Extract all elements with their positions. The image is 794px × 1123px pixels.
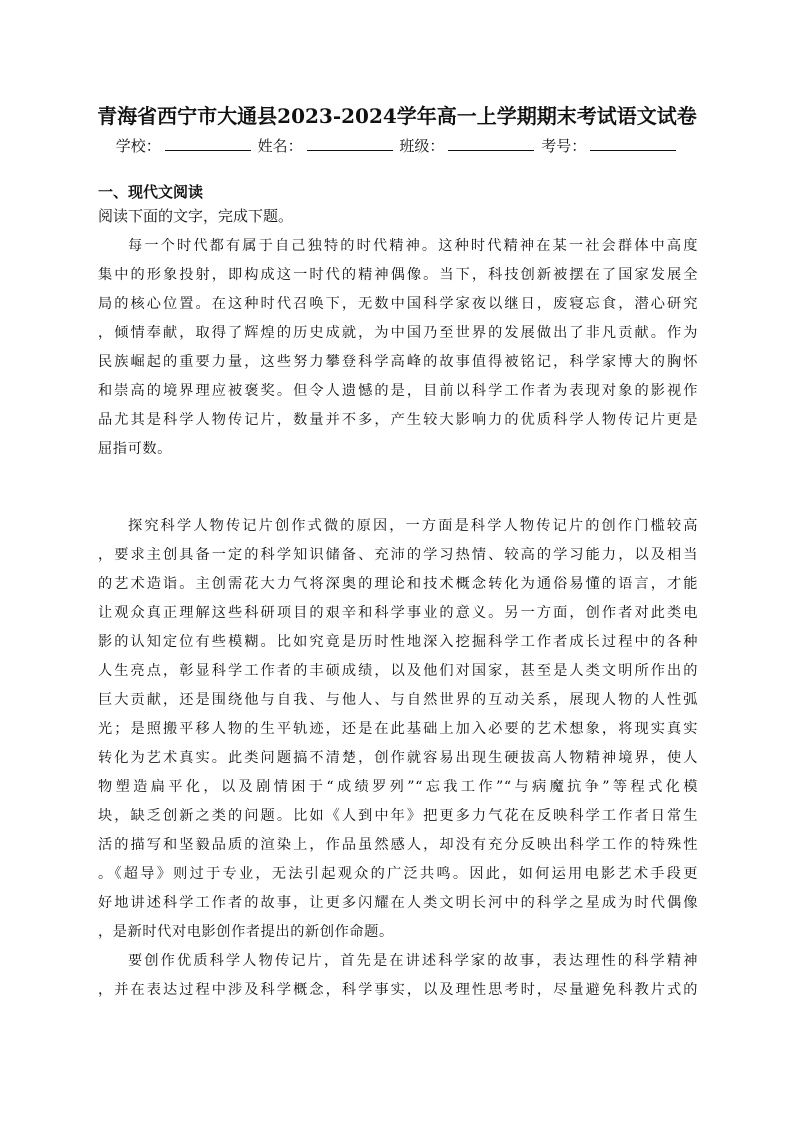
- exam-title: 青海省西宁市大通县2023-2024学年高一上学期期末考试语文试卷: [97, 104, 697, 128]
- text-line: 活的描写和坚毅品质的渲染上，作品虽然感人，却没有充分反映出科学工作的特殊性: [98, 837, 698, 853]
- text-line: 集中的形象投射，即构成这一时代的精神偶像。当下，科技创新被摆在了国家发展全: [98, 267, 698, 283]
- text-line: 让观众真正理解这些科研项目的艰辛和科学事业的意义。另一方面，创作者对此类电: [98, 605, 698, 621]
- text-line: ，要求主创具备一定的科学知识储备、充沛的学习热情、较高的学习能力，以及相当: [98, 547, 698, 563]
- section-heading: 一、现代文阅读: [98, 183, 204, 201]
- text-line: 光；是照搬平移人物的生平轨迹，还是在此基础上加入必要的艺术想象，将现实真实: [98, 721, 698, 737]
- paragraph-2: [98, 512, 698, 947]
- text-line: 影的认知定位有些模糊。比如究竟是历时性地深入挖掘科学工作者成长过程中的各种: [98, 634, 698, 650]
- name-label: 姓名：: [257, 137, 303, 155]
- text-line: 屈指可数。: [98, 441, 172, 457]
- text-line: 巨大贡献，还是围绕他与自我、与他人、与自然世界的互动关系，展现人物的人性弧: [98, 692, 698, 708]
- text-line: 和崇高的境界理应被褒奖。但令人遗憾的是，目前以科学工作者为表现对象的影视作: [98, 383, 698, 399]
- student-info-line: [0, 135, 794, 156]
- section-instruction: 阅读下面的文字，完成下题。: [98, 207, 294, 225]
- text-line: 。《超导》则过于专业，无法引起观众的广泛共鸣。因此，如何运用电影艺术手段更: [98, 866, 698, 882]
- text-line: ，并在表达过程中涉及科学概念，科学事实，以及理性思考时，尽量避免科教片式的: [98, 982, 698, 998]
- text-line: 品尤其是科学人物传记片，数量并不多，产生较大影响力的优质科学人物传记片更是: [98, 412, 698, 428]
- text-line: 局的核心位置。在这种时代召唤下，无数中国科学家夜以继日，废寝忘食，潜心研究: [98, 296, 698, 312]
- text-line: 民族崛起的重要力量，这些努力攀登科学高峰的故事值得被铭记，科学家博大的胸怀: [98, 354, 698, 370]
- text-line: ，倾情奉献，取得了辉煌的历史成就，为中国乃至世界的发展做出了非凡贡献。作为: [98, 325, 698, 341]
- text-line: 的艺术造诣。主创需花大力气将深奥的理论和技术概念转化为通俗易懂的语言，才能: [98, 576, 698, 592]
- class-blank[interactable]: [448, 138, 534, 151]
- text-line: 好地讲述科学工作者的故事，让更多闪耀在人类文明长河中的科学之星成为时代偶像: [98, 895, 698, 911]
- text-line: 每一个时代都有属于自己独特的时代精神。这种时代精神在某一社会群体中高度: [128, 238, 698, 254]
- name-blank[interactable]: [307, 138, 393, 151]
- text-line: 物塑造扁平化，以及剧情困于“成绩罗列”“忘我工作”“与病魔抗争”等程式化模: [98, 779, 698, 795]
- class-label: 班级：: [399, 137, 445, 155]
- text-line: 探究科学人物传记片创作式微的原因，一方面是科学人物传记片的创作门槛较高: [128, 518, 698, 534]
- text-line: 转化为艺术真实。此类问题搞不清楚，创作就容易出现生硬拔高人物精神境界，使人: [98, 750, 698, 766]
- text-line: ，是新时代对电影创作者提出的新创作命题。: [98, 924, 394, 940]
- exam-number-blank[interactable]: [590, 138, 676, 151]
- text-line: 要创作优质科学人物传记片，首先是在讲述科学家的故事，表达理性的科学精神: [128, 953, 698, 969]
- school-blank[interactable]: [165, 138, 251, 151]
- school-label: 学校：: [115, 137, 161, 155]
- paragraph-3: [98, 947, 698, 1005]
- text-line: 块，缺乏创新之类的问题。比如《人到中年》把更多力气花在反映科学工作者日常生: [98, 808, 698, 824]
- text-line: 人生亮点，彰显科学工作者的丰硕成绩，以及他们对国家，甚至是人类文明所作出的: [98, 663, 698, 679]
- exam-number-label: 考号：: [541, 137, 587, 155]
- paragraph-1: [98, 232, 698, 464]
